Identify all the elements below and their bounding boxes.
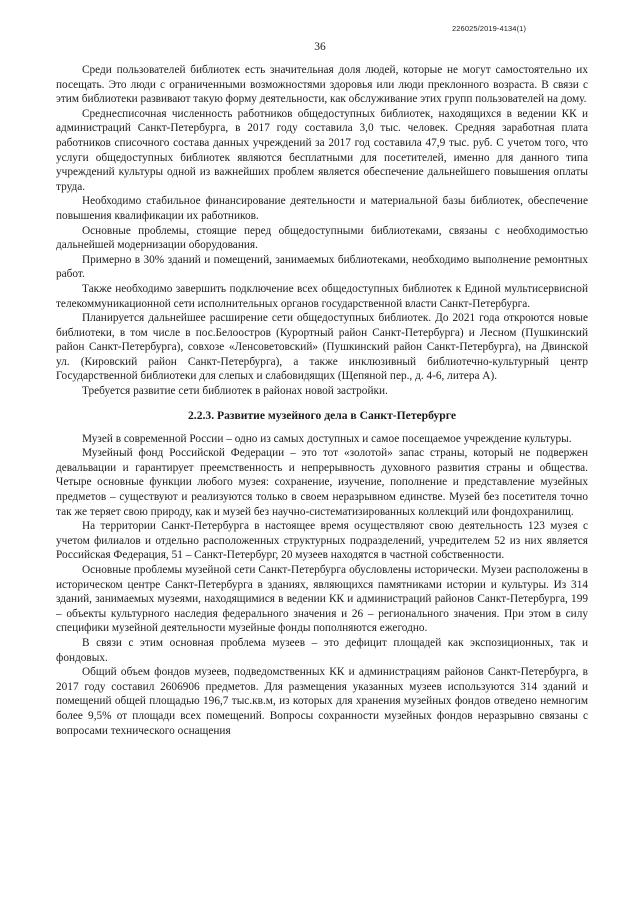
paragraph: Также необходимо завершить подключение всех общедоступных библиотек к Единой мультисервисной телекоммуникационной сети исполнительных органов государственной власти Санкт-Петербурга. bbox=[56, 282, 588, 310]
paragraph: Необходимо стабильное финансирование деятельности и материальной базы библиотек, обеспечение повышения квалификации их работников. bbox=[56, 195, 588, 222]
paragraph: Среди пользователей библиотек есть значительная доля людей, которые не могут самостоятельно их посещать. Это люди с ограниченными возможностями здоровья или люди преклонного возраста. В связи с этим библиотеки развивают такую форму деятельности, как обслуживание этих групп пользователей на дому. bbox=[56, 64, 588, 106]
paragraph: Музей в современной России – одно из самых доступных и самое посещаемое учреждение культуры. bbox=[82, 432, 572, 445]
paragraph: Основные проблемы, стоящие перед общедоступными библиотеками, связаны с необходимостью дальнейшей модернизации оборудования. bbox=[56, 224, 588, 252]
paragraph: Требуется развитие сети библиотек в районах новой застройки. bbox=[82, 385, 388, 398]
paragraph: Примерно в 30% зданий и помещений, занимаемых библиотеками, необходимо выполнение ремонтных работ. bbox=[56, 253, 588, 281]
paragraph: Музейный фонд Российской Федерации – это тот «золотой» запас страны, который не подвержен девальвации и гарантирует преемственность и непрерывность духовного развития страны и общества. Четыре основные функции любого музея: сохранение, изучение, пополнение и представление музейных предметов – существуют и реализуются только в своем неразрывном единстве. Музей без посетителя точно так же теряет свою природу, как и музей без научно-систематизированных коллекций или фондохранилищ. bbox=[56, 447, 588, 518]
page-body bbox=[56, 63, 588, 738]
paragraph: Основные проблемы музейной сети Санкт-Петербурга обусловлены исторически. Музеи расположены в историческом центре Санкт-Петербурга в зданиях, являющихся памятниками истории и культуры. Из 314 зданий, занимаемых музеями, находящимися в ведении КК и администраций районов Санкт-Петербурга, 199 – объекты культурного наследия федерального значения и 26 – регионального значения. При этом в силу специфики музейной деятельности музейные фонды пополняются ежегодно. bbox=[56, 564, 588, 635]
paragraph: На территории Санкт-Петербурга в настоящее время осуществляют свою деятельность 123 музея с учетом филиалов и отдельно расположенных структурных подразделений, учредителем 52 из них является Российская Федерация, 51 – Санкт-Петербург, 20 музеев находятся в частной собственности. bbox=[56, 520, 588, 562]
page-number: 36 bbox=[314, 41, 326, 53]
paragraph: Общий объем фондов музеев, подведомственных КК и администрациям районов Санкт-Петербурга, в 2017 году составил 2606906 предметов. Для размещения указанных музеев используются 314 зданий и помещений общей площадью 196,7 тыс.кв.м, из которых для хранения музейных фондов отведено немногим более 9,5% от площади всех помещений. Вопросы сохранности музейных фондов неразрывно связаны с вопросами технического оснащения bbox=[56, 666, 588, 737]
paragraph: Среднесписочная численность работников общедоступных библиотек, находящихся в ведении КК и администраций Санкт-Петербурга, в 2017 году составила 3,0 тыс. человек. Средняя заработная плата работников списочного состава данных учреждений за 2017 год составила 47,9 тыс. руб. С учетом того, что услуги общедоступных библиотек являются бесплатными для посетителей, именно для данного типа учреждений культуры одной из важнейших проблем является обеспечение дальнейшего повышения оплаты труда. bbox=[56, 107, 588, 193]
section-heading: 2.2.3. Развитие музейного дела в Санкт-Петербурге bbox=[188, 408, 456, 422]
paragraph: Планируется дальнейшее расширение сети общедоступных библиотек. До 2021 года откроются новые библиотеки, в том числе в пос.Белоостров (Курортный район Санкт-Петербурга) и Лесном (Пушкинский район Санкт-Петербурга), совхозе «Ленсоветовский» (Пушкинский район Санкт-Петербурга), на Двинской ул. (Кировский район Санкт-Петербурга), а также инклюзивный библиотечно-культурный центр Государственной библиотеки для слепых и слабовидящих (Щепяной пер., д. 4-6, литера А). bbox=[56, 312, 588, 383]
paragraph: В связи с этим основная проблема музеев – это дефицит площадей как экспозиционных, так и фондовых. bbox=[56, 636, 588, 664]
document-registration-number: 226025/2019-4134(1) bbox=[452, 24, 527, 33]
